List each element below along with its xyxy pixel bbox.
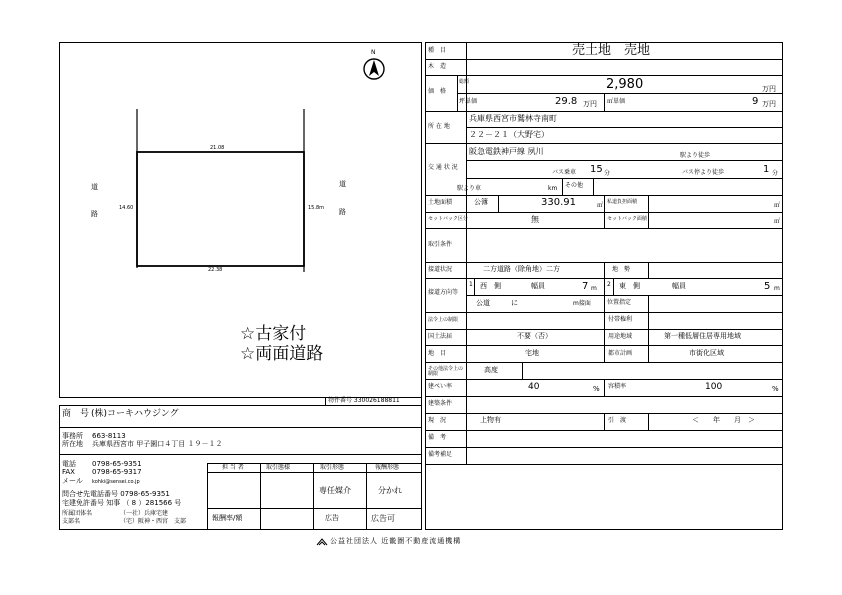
coverage-label: 建ぺい率 [428,383,453,390]
loc-line1: 兵庫県西宮市鷲林寺南町 [469,114,557,123]
grid-h4: 報酬形態 [375,464,400,471]
dim-bottom: 22.38 [208,267,223,273]
assoc: （一社）兵庫宅建 [120,510,169,517]
stop-value: 1 [763,164,770,175]
frontage: m接面 [573,300,591,307]
road2-width-label: 幅員 [672,282,686,290]
stop-walk-label: バス停より徒歩 [682,169,725,176]
area-value: 330.91 [541,197,576,208]
city-label: 都市計画 [608,350,633,357]
bus-label: バス乗車 [552,169,577,176]
road-status-label: 接道状況 [428,266,453,273]
plan-law-label: 国土法届 [428,333,453,340]
grid-f3: 広告 [325,514,339,522]
tsubo-label: 坪単価 [459,98,478,105]
reg-number: 物件番号 330026188811 [328,397,400,404]
grid-h3: 取引形態 [320,464,345,471]
grid-f4: 広告可 [371,514,395,523]
road-left-1: 道 [91,183,98,191]
dist-unit: km [548,185,558,192]
far-label: 容積率 [608,383,627,390]
dim-left: 14.60 [119,205,134,211]
setback-label: セットバック区分 [428,216,468,222]
grid-h2: 取引態様 [266,464,291,471]
traffic-label: 交 通 状 況 [428,164,458,171]
road1-width: 7 [582,281,589,292]
inquiry: 問合せ先電話番号 0798-65-9351 [62,490,170,498]
train-line: 阪急電鉄神戸線 夙川 [469,147,544,156]
road2-unit: m [774,285,780,292]
current: 上物有 [480,416,501,424]
assoc-label: 所属団体名 [62,510,93,517]
road-right-2: 路 [339,208,346,216]
road2-dir: 東 側 [619,282,640,290]
dealer-name-label: 商 号 [62,409,90,419]
public-ni: に [511,299,518,307]
other-label: その他 [565,182,584,189]
road2-no: 2 [607,281,611,288]
land-cat: 宅地 [525,349,539,357]
zone: 第一種低層住居専用地域 [664,332,741,340]
tsubo-value: 29.8 [555,96,578,107]
association-logo-icon [316,537,328,547]
remark2-label: 備考補足 [428,451,453,458]
far: 100 [705,382,723,392]
grid-h1: 担 当 者 [222,464,244,471]
road-left-2: 路 [91,210,98,218]
fax: 0798-65-9317 [92,468,142,476]
tel: 0798-65-9351 [92,460,142,468]
area-kind: 公簿 [474,198,488,206]
road-status: 二方道路（除角地）二方 [483,265,560,273]
office: 663-8113 [92,432,126,440]
plan-law: 不要（否） [517,332,552,340]
loc-label: 所 在 地 [428,123,450,130]
price-unit: 万円 [762,85,776,93]
road1-unit: m [591,285,597,292]
dealer-name: (株)コーキハウジング [91,409,179,419]
addr: 兵庫県西宮市 甲子園口４丁目 １９－１２ [92,440,223,448]
stop-unit: 分 [772,170,779,177]
loc-line2: ２２－２１（大野宅） [469,130,549,139]
sqm-label: ㎡単価 [607,98,626,105]
terrain-label: 地 勢 [612,266,631,273]
addr-label: 所在地 [62,440,83,448]
far-unit: % [772,385,779,393]
cat-label: 木 造 [428,63,447,70]
height-label: その他法令上の制限 [428,366,464,377]
land-cat-label: 地 目 [428,350,447,357]
branch: （宅）阪神・西宮 支部 [120,518,187,525]
station-walk-label: 駅より徒歩 [680,152,711,159]
branch-label: 支部名 [62,518,81,525]
dim-top: 21.08 [210,145,225,151]
current-label: 現 況 [428,417,447,424]
property-type: 売土地 売地 [572,43,651,58]
type-label: 種 目 [428,47,447,54]
build-cond-label: 建築条件 [428,400,453,407]
handover-label: 引 渡 [608,417,627,424]
price-label: 価 格 [428,88,447,95]
note-old-house: ☆古家付 [240,324,307,344]
north-label: N [371,49,376,56]
setback-unit: ㎡ [774,218,781,225]
public-road: 公道 [476,299,490,307]
sqm-value: 9 [752,96,759,107]
area-unit: ㎡ [597,202,604,209]
license: 宅建免許番号 知事 （ 8 ）281566 号 [62,499,182,507]
road-dir-label: 接道方向等 [428,289,459,296]
tel-label: 電話 [62,460,76,468]
dist-label: 駅より車 [457,185,482,192]
bus-unit: 分 [604,170,611,177]
road-right-1: 道 [339,180,346,188]
road1-no: 1 [469,281,473,288]
tsubo-unit: 万円 [583,100,597,108]
setback-value: 無 [531,215,539,224]
road2-width: 5 [764,281,771,292]
dim-right: 15.8m [308,205,325,211]
grid-v3: 専任媒介 [319,486,351,495]
coverage: 40 [528,382,540,392]
handover: ＜ 年 月 ＞ [692,416,755,424]
road1-width-label: 幅員 [531,282,545,290]
setback-area-label: セットバック面積 [607,216,647,222]
sqm-unit: 万円 [762,100,776,108]
bus-value: 15 [590,164,603,175]
mail: kohki@sensei.co.jp [92,479,140,485]
height: 高度 [484,366,498,374]
pos-label: 位置指定 [607,299,632,306]
private-unit: ㎡ [774,202,781,209]
grid-f1: 報酬率/額 [212,514,243,522]
office-label: 事務所 [62,432,83,440]
fax-label: FAX [62,468,75,476]
cond-label: 取引条件 [428,241,453,248]
footer-text: 公益社団法人 近畿圏不動産流通機構 [330,537,462,545]
city-plan: 市街化区域 [689,349,724,357]
land-right-label: 付帯権利 [608,316,633,323]
remark-label: 備 考 [428,434,447,441]
private-label: 私道負担面積 [607,199,638,205]
zone-label: 用途地域 [608,333,633,340]
note-two-roads: ☆両面道路 [240,344,324,364]
area-label: 土地面積 [428,199,453,206]
grid-v4: 分かれ [378,486,402,495]
road1-dir: 西 側 [480,282,501,290]
coverage-unit: % [593,385,600,393]
mail-label: メール [62,477,83,485]
price-sub: 総額 [459,79,470,85]
price-value: 2,980 [606,77,644,92]
restrict-label: 法令上の制限 [428,317,459,323]
